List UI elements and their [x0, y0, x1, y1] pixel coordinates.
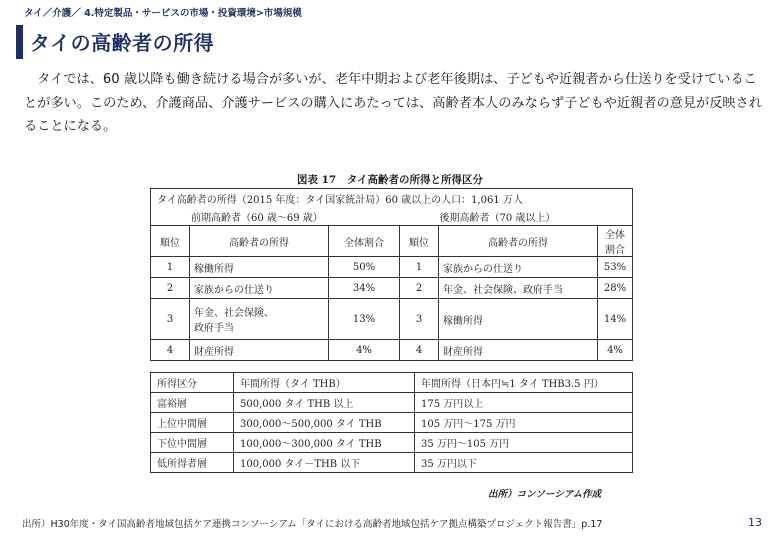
table-cell: 4	[400, 340, 439, 361]
table-caption: タイ高齢者の所得（2015 年度：タイ国家統計局）60 歳以上の人口：1,061 万人	[151, 189, 633, 208]
table-cell: 2	[400, 278, 439, 299]
page-number: 13	[748, 516, 762, 529]
table-cell: 100,000～300,000 タイ THB	[234, 433, 415, 453]
table-cell: 家族からの仕送り	[190, 278, 329, 299]
table-cell: 3	[400, 299, 439, 340]
table-cell: 4	[151, 340, 190, 361]
column-header: 全体割合	[329, 226, 400, 257]
source-note: 出所）コンソーシアム作成	[488, 489, 602, 500]
table-cell: 2	[151, 278, 190, 299]
table-cell: 100,000 タイ－THB 以下	[234, 453, 415, 473]
table-cell: 上位中間層	[151, 413, 234, 433]
table-header-row	[151, 373, 633, 393]
group-label-early: 前期高齢者（60 歳～69 歳）	[151, 207, 400, 226]
column-header: 年間所得（タイ THB）	[234, 373, 415, 393]
table-cell: 年金、社会保険、政府手当	[439, 278, 598, 299]
column-header: 所得区分	[151, 373, 234, 393]
table-row	[151, 393, 633, 413]
column-header: 高齢者の所得	[439, 226, 598, 257]
table-cell: 下位中間層	[151, 433, 234, 453]
table-cell: 稼働所得	[439, 299, 598, 340]
table-cell: 家族からの仕送り	[439, 257, 598, 278]
table-cell: 富裕層	[151, 393, 234, 413]
table-cell: 28%	[598, 278, 633, 299]
body-paragraph: タイでは、60 歳以降も働き続ける場合が多いが、老年中期および老年後期は、子どもや近親者から仕送りを受けていることが多い。このため、介護商品、介護サービスの購入にあたっては、高齢者本人のみならず子どもや近親者の意見が反映されることになる。	[24, 72, 762, 134]
table-cell: 4%	[598, 340, 633, 361]
table-row	[151, 433, 633, 453]
table-row	[151, 257, 633, 278]
table-cell: 14%	[598, 299, 633, 340]
table-cell: 300,000～500,000 タイ THB	[234, 413, 415, 433]
column-header: 全体割合	[598, 226, 633, 257]
breadcrumb: タイ／介護／ 4.特定製品・サービスの市場・投資環境>市場規模	[24, 8, 302, 19]
table-cell: 1	[151, 257, 190, 278]
table-cell: 175 万円以上	[415, 393, 633, 413]
column-header: 年間所得（日本円≒1 タイ THB3.5 円）	[415, 373, 633, 393]
table-row	[151, 278, 633, 299]
table-cell: 35 万円以下	[415, 453, 633, 473]
table-cell: 105 万円～175 万円	[415, 413, 633, 433]
title-accent-bar	[16, 25, 23, 59]
table-row	[151, 413, 633, 433]
table-cell: 53%	[598, 257, 633, 278]
table-cell: 年金、社会保険、 政府手当	[190, 299, 329, 340]
page-title: タイの高齢者の所得	[30, 31, 215, 55]
table-row	[151, 299, 633, 340]
table-cell: 財産所得	[190, 340, 329, 361]
table-row	[151, 453, 633, 473]
elderly-income-table	[150, 188, 633, 361]
table-cell: 500,000 タイ THB 以上	[234, 393, 415, 413]
column-header: 高齢者の所得	[190, 226, 329, 257]
table-cell: 4%	[329, 340, 400, 361]
table-cell: 50%	[329, 257, 400, 278]
footer-citation: 出所）H30年度・タイ国高齢者地域包括ケア連携コンソーシアム「タイにおける高齢者地域包括ケア拠点構築プロジェクト報告書」p.17	[22, 519, 603, 530]
figure-title: 図表 17 タイ高齢者の所得と所得区分	[296, 174, 484, 186]
column-header: 順位	[400, 226, 439, 257]
column-header: 順位	[151, 226, 190, 257]
table-cell: 稼働所得	[190, 257, 329, 278]
table-cell: 13%	[329, 299, 400, 340]
income-bracket-table	[150, 372, 633, 473]
table-cell: 財産所得	[439, 340, 598, 361]
table-cell: 低所得者層	[151, 453, 234, 473]
table-cell: 34%	[329, 278, 400, 299]
group-label-late: 後期高齢者（70 歳以上）	[400, 207, 633, 226]
table-cell: 1	[400, 257, 439, 278]
table-row	[151, 340, 633, 361]
table-cell: 3	[151, 299, 190, 340]
table-cell: 35 万円～105 万円	[415, 433, 633, 453]
